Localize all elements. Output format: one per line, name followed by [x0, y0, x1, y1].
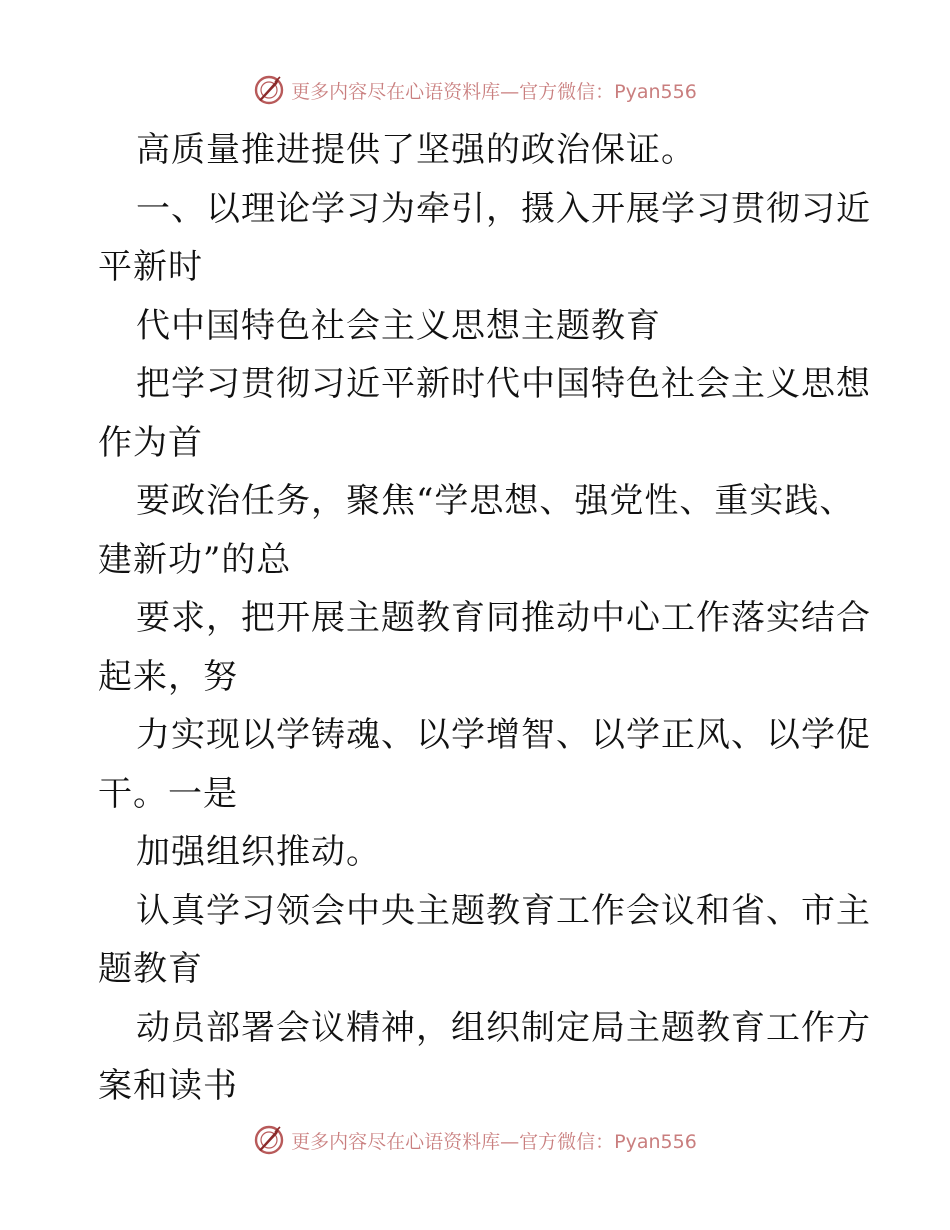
- page-footer-banner: [0, 1120, 950, 1160]
- footer-wechat-text: 官方微信：Pyan556: [519, 1130, 697, 1153]
- body-line-11: 力实现以学铸魂、以学增智、以学正风、以学促: [136, 715, 871, 755]
- footer-separator: —: [500, 1130, 520, 1153]
- footer-banner-text: [291, 1127, 697, 1154]
- body-line-5: 把学习贯彻习近平新时代中国特色社会主义思想: [136, 364, 871, 404]
- body-line-17: 案和读书: [98, 1066, 238, 1106]
- body-line-16: 动员部署会议精神，组织制定局主题教育工作方: [136, 1007, 871, 1048]
- body-line-4: 代中国特色社会主义思想主题教育: [136, 305, 661, 346]
- body-line-7: 要政治任务，聚焦“学思想、强党性、重实践、: [136, 481, 855, 521]
- document-body: [98, 121, 871, 1116]
- header-brand-text: 更多内容尽在心语资料库: [291, 80, 501, 103]
- footer-banner: [253, 1124, 697, 1156]
- header-wechat-text: 官方微信：Pyan556: [519, 80, 697, 103]
- quill-seal-icon: [253, 74, 285, 106]
- page-header-banner: [0, 70, 950, 110]
- body-line-10: 起来，努: [98, 656, 238, 697]
- header-separator: —: [500, 80, 520, 103]
- footer-brand-text: 更多内容尽在心语资料库: [291, 1130, 501, 1153]
- body-line-2: 一、以理论学习为牵引，摄入开展学习贯彻习近: [136, 188, 871, 229]
- body-line-1: 高质量推进提供了坚强的政治保证。: [136, 130, 696, 170]
- quill-seal-icon: [253, 1124, 285, 1156]
- header-banner: [253, 74, 697, 106]
- body-line-12: 干。一是: [98, 773, 238, 814]
- body-line-15: 题教育: [98, 949, 203, 989]
- body-line-13: 加强组织推动。: [136, 832, 381, 872]
- body-line-6: 作为首: [98, 422, 203, 463]
- header-banner-text: [291, 77, 697, 104]
- body-line-9: 要求，把开展主题教育同推动中心工作落实结合: [136, 598, 871, 638]
- body-line-3: 平新时: [98, 247, 203, 287]
- body-line-14: 认真学习领会中央主题教育工作会议和省、市主: [136, 890, 871, 931]
- body-line-8: 建新功”的总: [98, 539, 292, 580]
